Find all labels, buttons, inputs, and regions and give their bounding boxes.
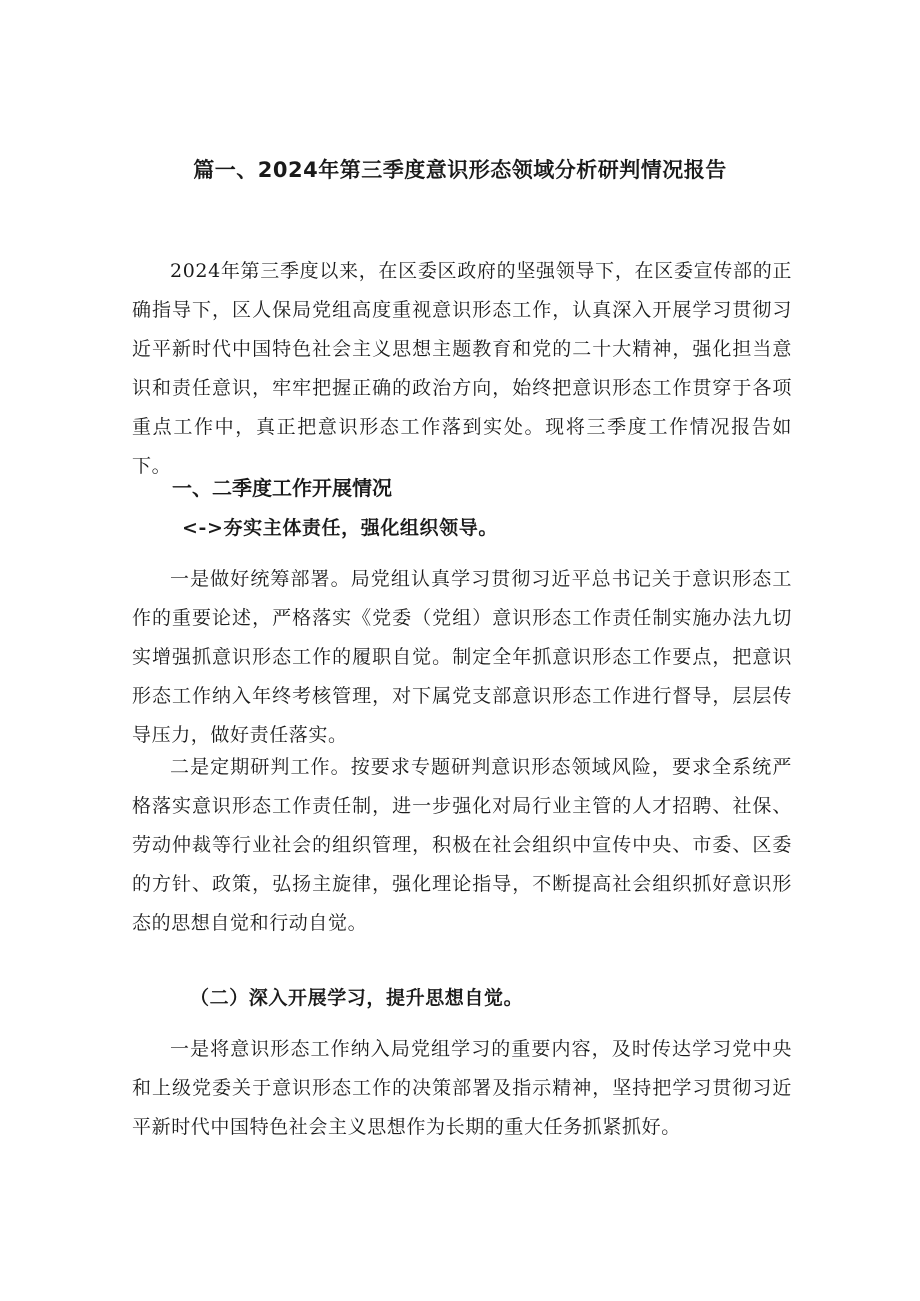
document-title: 篇一、2024年第三季度意识形态领域分析研判情况报告 bbox=[193, 158, 727, 182]
body-paragraph-2: 二是定期研判工作。按要求专题研判意识形态领域风险，要求全系统严格落实意识形态工作责任制，进一步强化对局行业主管的人才招聘、社保、劳动仲裁等行业社会的组织管理，积极在社会组织中宣传中央、市委、区委的方针、政策，弘扬主旋律，强化理论指导，不断提高社会组织抓好意识形态的思想自觉和行动自觉。 bbox=[132, 756, 792, 934]
subsection-heading-1: <->夯实主体责任，强化组织领导。 bbox=[182, 517, 498, 539]
intro-paragraph: 2024年第三季度以来，在区委区政府的坚强领导下，在区委宣传部的正确指导下，区人保局党组高度重视意识形态工作，认真深入开展学习贯彻习近平新时代中国特色社会主义思想主题教育和党的二十大精神，强化担当意识和责任意识，牢牢把握正确的政治方向，始终把意识形态工作贯穿于各项重点工作中，真正把意识形态工作落到实处。现将三季度工作情况报告如下。 bbox=[132, 260, 792, 477]
body-paragraph-3: 一是将意识形态工作纳入局党组学习的重要内容，及时传达学习党中央和上级党委关于意识形态工作的决策部署及指示精神，坚持把学习贯彻习近平新时代中国特色社会主义思想作为长期的重大任务抓紧抓好。 bbox=[132, 1038, 792, 1138]
body-paragraph-1: 一是做好统筹部署。局党组认真学习贯彻习近平总书记关于意识形态工作的重要论述，严格落实《党委（党组）意识形态工作责任制实施办法九切实增强抓意识形态工作的履职自觉。制定全年抓意识形态工作要点，把意识形态工作纳入年终考核管理，对下属党支部意识形态工作进行督导，层层传导压力，做好责任落实。 bbox=[132, 568, 792, 746]
section-heading: 一、二季度工作开展情况 bbox=[172, 476, 392, 500]
subsection-heading-2: （二）深入开展学习，提升思想自觉。 bbox=[190, 987, 524, 1009]
